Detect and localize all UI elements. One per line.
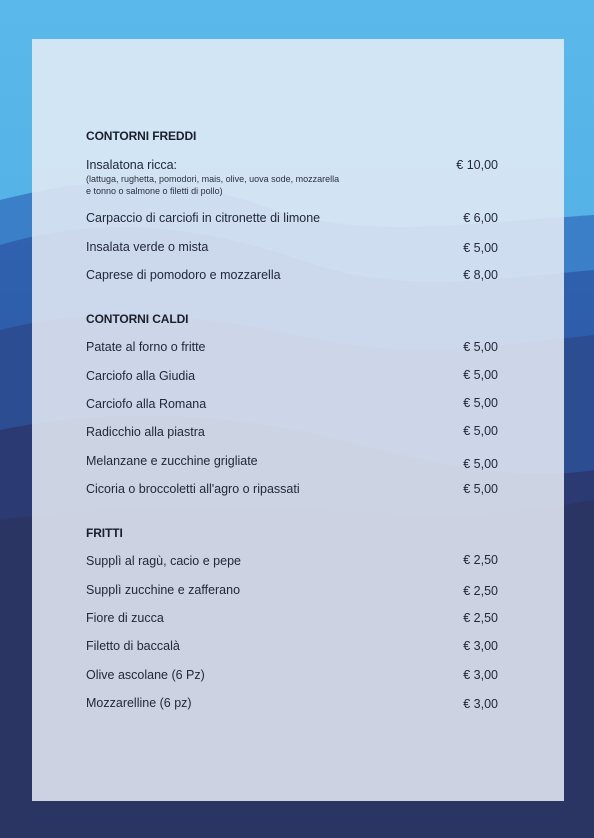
menu-item-name: Olive ascolane (6 Pz) (86, 668, 205, 682)
menu-item-price: € 3,00 (463, 697, 498, 711)
menu-item-name: Caprese di pomodoro e mozzarella (86, 268, 281, 282)
menu-item-price: € 5,00 (463, 482, 498, 496)
menu-item-price: € 2,50 (463, 553, 498, 567)
menu-item-price: € 5,00 (463, 340, 498, 354)
menu-item-name: Carciofo alla Giudia (86, 369, 196, 383)
menu-item-price: € 8,00 (463, 268, 498, 282)
section-title-contorni-freddi: CONTORNI FREDDI (86, 129, 197, 143)
menu-item-name: Insalata verde o mista (86, 240, 209, 254)
menu-item-price: € 6,00 (463, 211, 498, 225)
menu-item-name: Melanzane e zucchine grigliate (86, 454, 258, 468)
menu-panel (32, 39, 564, 801)
menu-item-name: Filetto di baccalà (86, 639, 180, 653)
menu-item-price: € 3,00 (463, 639, 498, 653)
menu-item-price: € 5,00 (463, 457, 498, 471)
menu-item-name: Fiore di zucca (86, 611, 164, 625)
section-title-fritti: FRITTI (86, 526, 123, 540)
menu-item-name: Carpaccio di carciofi in citronette di limone (86, 211, 321, 225)
section-title-contorni-caldi: CONTORNI CALDI (86, 312, 189, 326)
menu-item-name: Radicchio alla piastra (86, 425, 205, 439)
menu-item-price: € 3,00 (463, 668, 498, 682)
menu-item-price: € 10,00 (456, 158, 498, 172)
menu-item-name: Carciofo alla Romana (86, 397, 207, 411)
menu-item-name: Insalatona ricca: (86, 158, 178, 172)
menu-item-name: Patate al forno o fritte (86, 340, 206, 354)
menu-item-price: € 5,00 (463, 424, 498, 438)
menu-item-price: € 5,00 (463, 241, 498, 255)
menu-item-price: € 2,50 (463, 584, 498, 598)
menu-item-name: Supplì al ragù, cacio e pepe (86, 554, 241, 568)
menu-item-price: € 5,00 (463, 396, 498, 410)
menu-item-name: Supplì zucchine e zafferano (86, 583, 241, 597)
menu-item-description: (lattuga, rughetta, pomodori, mais, olive, uova sode, mozzarella e tonno o salmone o filetti di pollo) (86, 174, 340, 196)
menu-item-price: € 2,50 (463, 611, 498, 625)
menu-item-name: Mozzarelline (6 pz) (86, 696, 192, 710)
menu-item-price: € 5,00 (463, 368, 498, 382)
menu-item-name: Cicoria o broccoletti all'agro o ripassati (86, 482, 300, 496)
